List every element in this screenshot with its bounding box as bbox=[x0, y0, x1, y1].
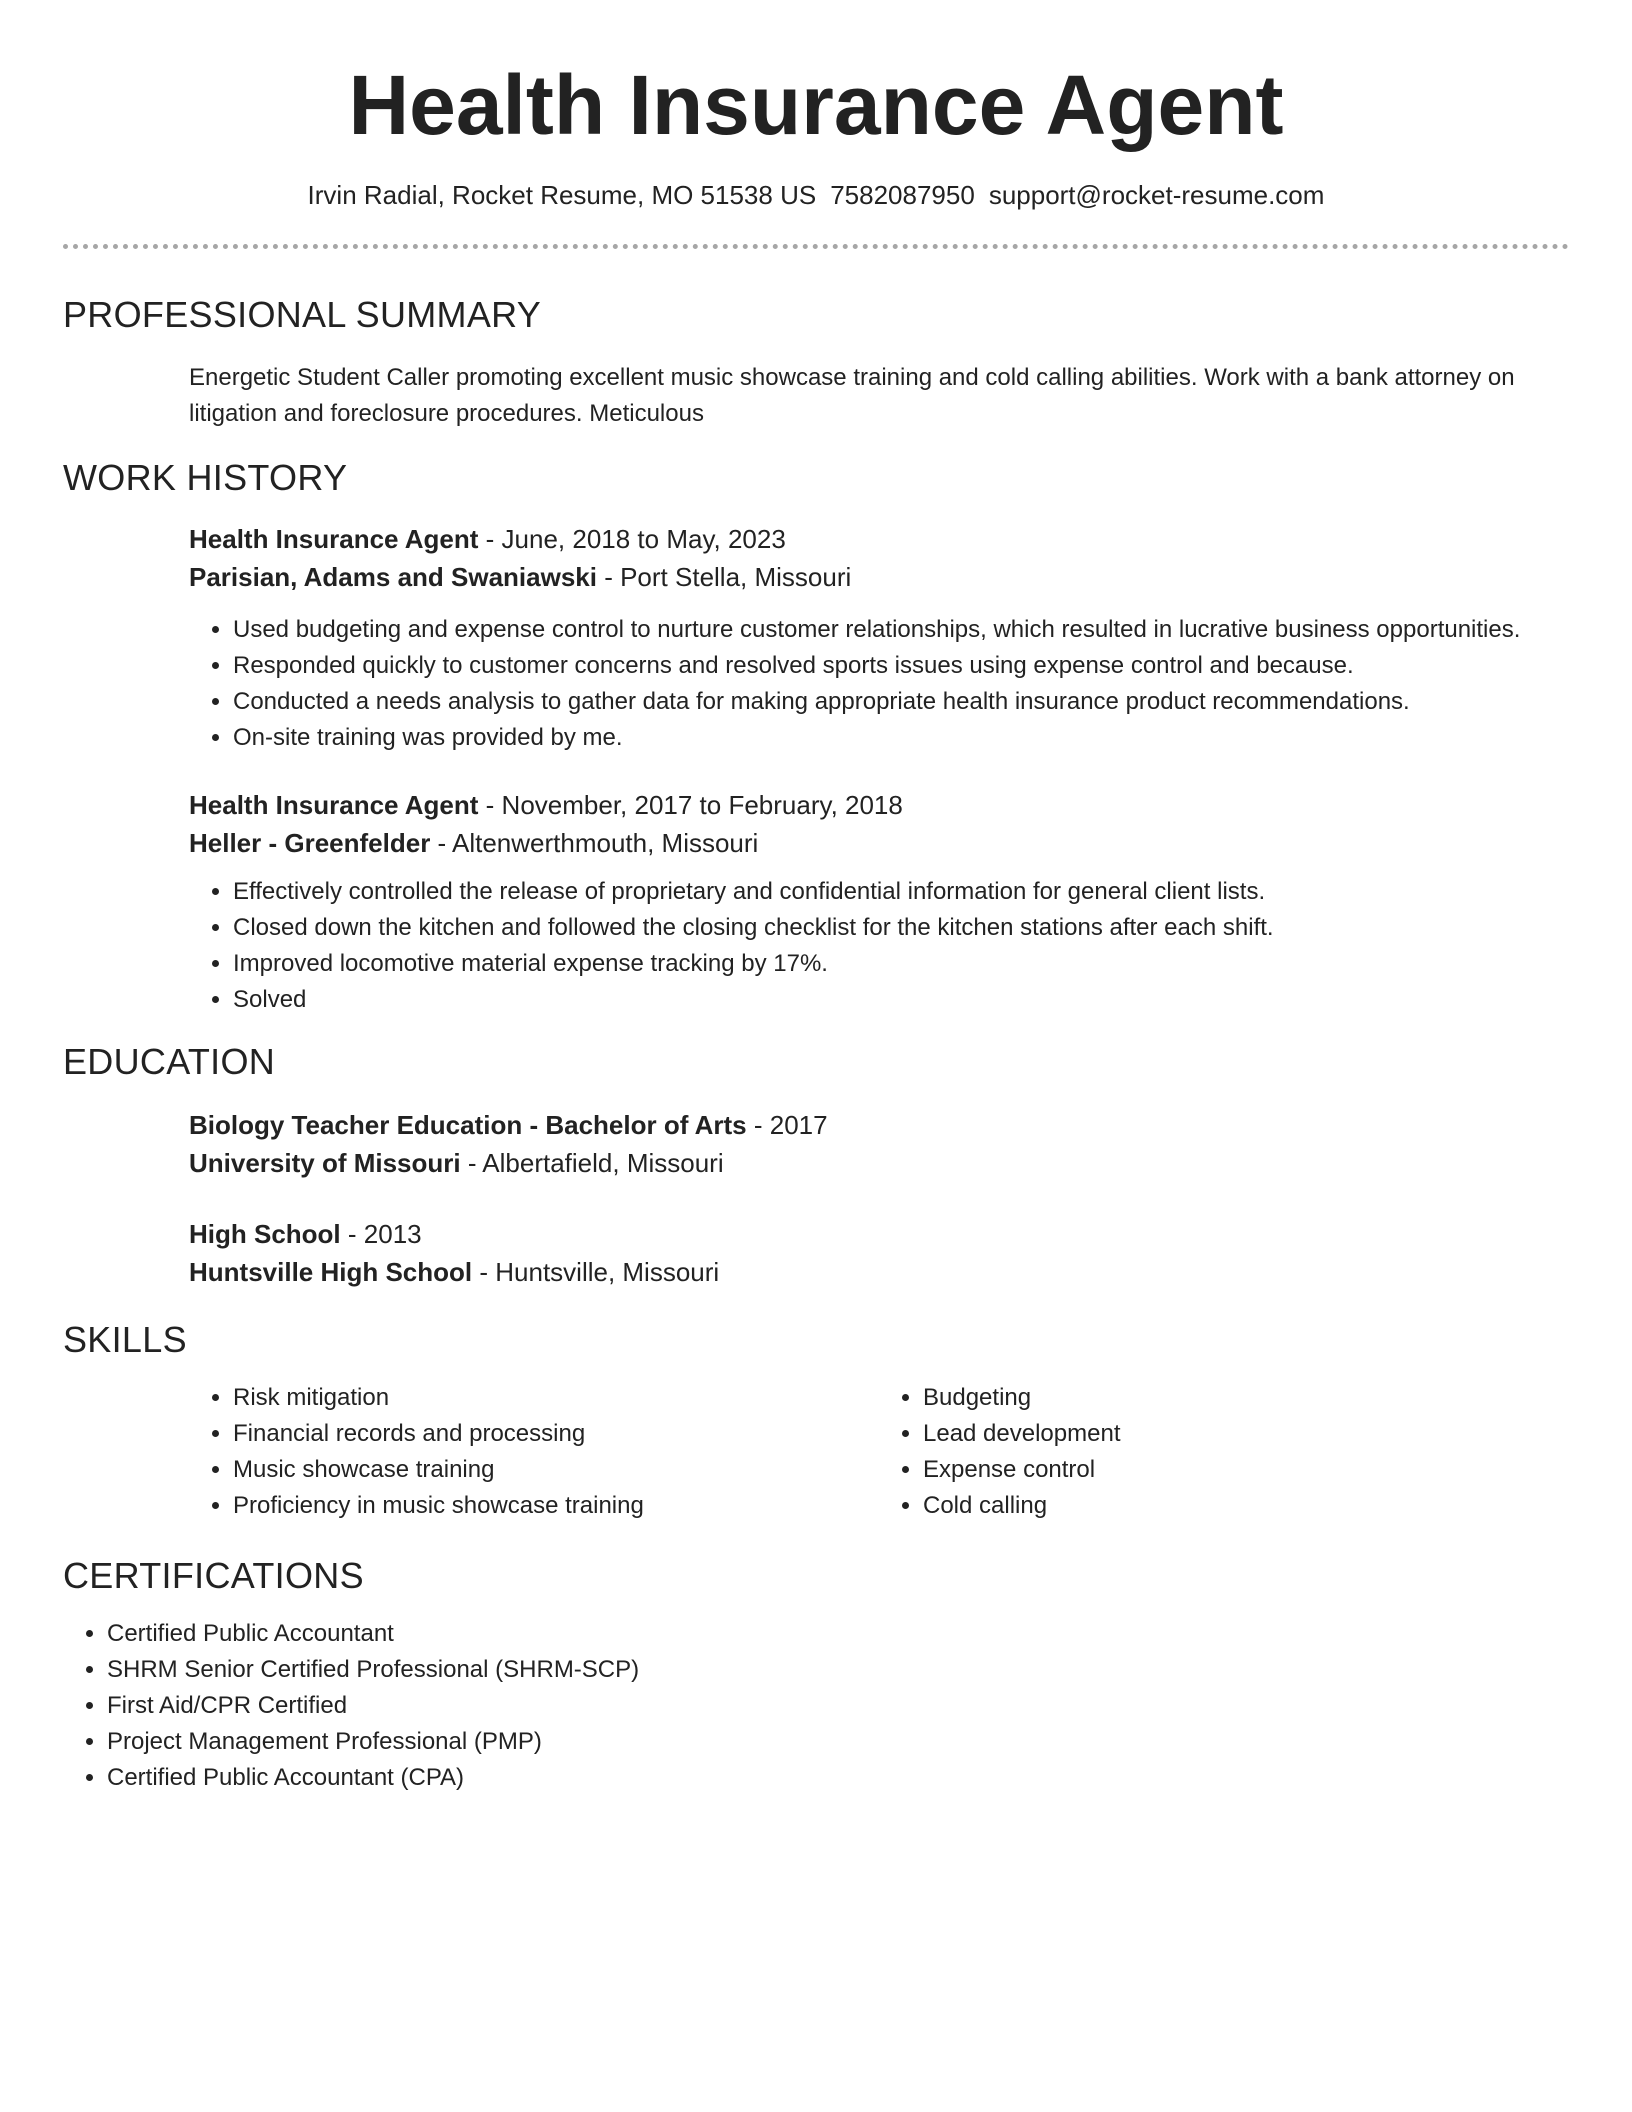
education-school: Huntsville High School bbox=[189, 1257, 473, 1287]
job-dates: - June, 2018 to May, 2023 bbox=[478, 524, 786, 554]
job-dates: - November, 2017 to February, 2018 bbox=[478, 790, 903, 820]
education-location: - Huntsville, Missouri bbox=[472, 1257, 720, 1287]
skill-item: • Financial records and processing bbox=[233, 1416, 879, 1452]
job-bullet: • Solved bbox=[233, 982, 1569, 1018]
skills-list-right bbox=[879, 1380, 1569, 1524]
skill-item: • Cold calling bbox=[923, 1488, 1569, 1524]
education-degree-line bbox=[189, 1215, 1569, 1253]
skill-item: • Music showcase training bbox=[233, 1452, 879, 1488]
education-degree: High School bbox=[189, 1219, 341, 1249]
header-divider bbox=[63, 244, 1569, 249]
contact-phone: 7582087950 bbox=[830, 180, 975, 210]
contact-line bbox=[63, 178, 1569, 212]
certification-item: • First Aid/CPR Certified bbox=[107, 1688, 1569, 1724]
contact-email: support@rocket-resume.com bbox=[988, 180, 1325, 210]
work-history-heading: WORK HISTORY bbox=[63, 457, 348, 498]
certifications-list bbox=[63, 1616, 1569, 1796]
education-heading: EDUCATION bbox=[63, 1041, 276, 1082]
certification-item: • Certified Public Accountant (CPA) bbox=[107, 1760, 1569, 1796]
job-title-line bbox=[189, 520, 1569, 558]
resume-name: Health Insurance Agent bbox=[348, 58, 1284, 152]
education-location: - Albertafield, Missouri bbox=[460, 1148, 724, 1178]
education-year: - 2013 bbox=[340, 1219, 422, 1249]
job-bullet: • Closed down the kitchen and followed the closing checklist for the kitchen stations after each shift. bbox=[233, 910, 1569, 946]
certification-item: • Project Management Professional (PMP) bbox=[107, 1724, 1569, 1760]
education-degree-line bbox=[189, 1106, 1569, 1144]
education-school-line bbox=[189, 1253, 1569, 1291]
skill-item: • Risk mitigation bbox=[233, 1380, 879, 1416]
job-bullets bbox=[189, 612, 1569, 756]
job-entry bbox=[189, 520, 1569, 756]
job-company: Heller - Greenfelder bbox=[189, 828, 431, 858]
job-company-line bbox=[189, 824, 1569, 862]
job-entry bbox=[189, 786, 1569, 1018]
skill-item: • Proficiency in music showcase training bbox=[233, 1488, 879, 1524]
certification-item: • SHRM Senior Certified Professional (SHRM-SCP) bbox=[107, 1652, 1569, 1688]
job-company: Parisian, Adams and Swaniawski bbox=[189, 562, 597, 592]
job-company-line bbox=[189, 558, 1569, 596]
education-school-line bbox=[189, 1144, 1569, 1182]
certification-item: • Certified Public Accountant bbox=[107, 1616, 1569, 1652]
contact-address: Irvin Radial, Rocket Resume, MO 51538 US bbox=[307, 180, 817, 210]
job-role: Health Insurance Agent bbox=[189, 790, 479, 820]
job-role: Health Insurance Agent bbox=[189, 524, 479, 554]
education-degree: Biology Teacher Education - Bachelor of Arts bbox=[189, 1110, 747, 1140]
education-entry bbox=[189, 1106, 1569, 1182]
summary-heading: PROFESSIONAL SUMMARY bbox=[63, 294, 542, 335]
education-entry bbox=[189, 1215, 1569, 1291]
skill-item: • Lead development bbox=[923, 1416, 1569, 1452]
job-bullet: • Conducted a needs analysis to gather data for making appropriate health insurance product recommendations. bbox=[233, 684, 1569, 720]
job-bullets bbox=[189, 874, 1569, 1018]
job-title-line bbox=[189, 786, 1569, 824]
skills-grid bbox=[189, 1380, 1569, 1524]
certifications-heading: CERTIFICATIONS bbox=[63, 1555, 364, 1596]
job-location: - Altenwerthmouth, Missouri bbox=[430, 828, 759, 858]
skills-list-left bbox=[189, 1380, 879, 1524]
summary-text: Energetic Student Caller promoting excellent music showcase training and cold calling abilities. Work with a bank attorney on litigation and foreclosure procedures. Meticulous bbox=[189, 364, 1515, 427]
skill-item: • Expense control bbox=[923, 1452, 1569, 1488]
job-bullet: • Used budgeting and expense control to nurture customer relationships, which resulted in lucrative business opportunities. bbox=[233, 612, 1569, 648]
job-bullet: • Improved locomotive material expense tracking by 17%. bbox=[233, 946, 1569, 982]
job-bullet: • Responded quickly to customer concerns and resolved sports issues using expense control and because. bbox=[233, 648, 1569, 684]
education-school: University of Missouri bbox=[189, 1148, 461, 1178]
education-year: - 2017 bbox=[746, 1110, 828, 1140]
job-bullet: • On-site training was provided by me. bbox=[233, 720, 1569, 756]
skill-item: • Budgeting bbox=[923, 1380, 1569, 1416]
skills-heading: SKILLS bbox=[63, 1319, 187, 1360]
job-location: - Port Stella, Missouri bbox=[596, 562, 852, 592]
job-bullet: • Effectively controlled the release of proprietary and confidential information for general client lists. bbox=[233, 874, 1569, 910]
